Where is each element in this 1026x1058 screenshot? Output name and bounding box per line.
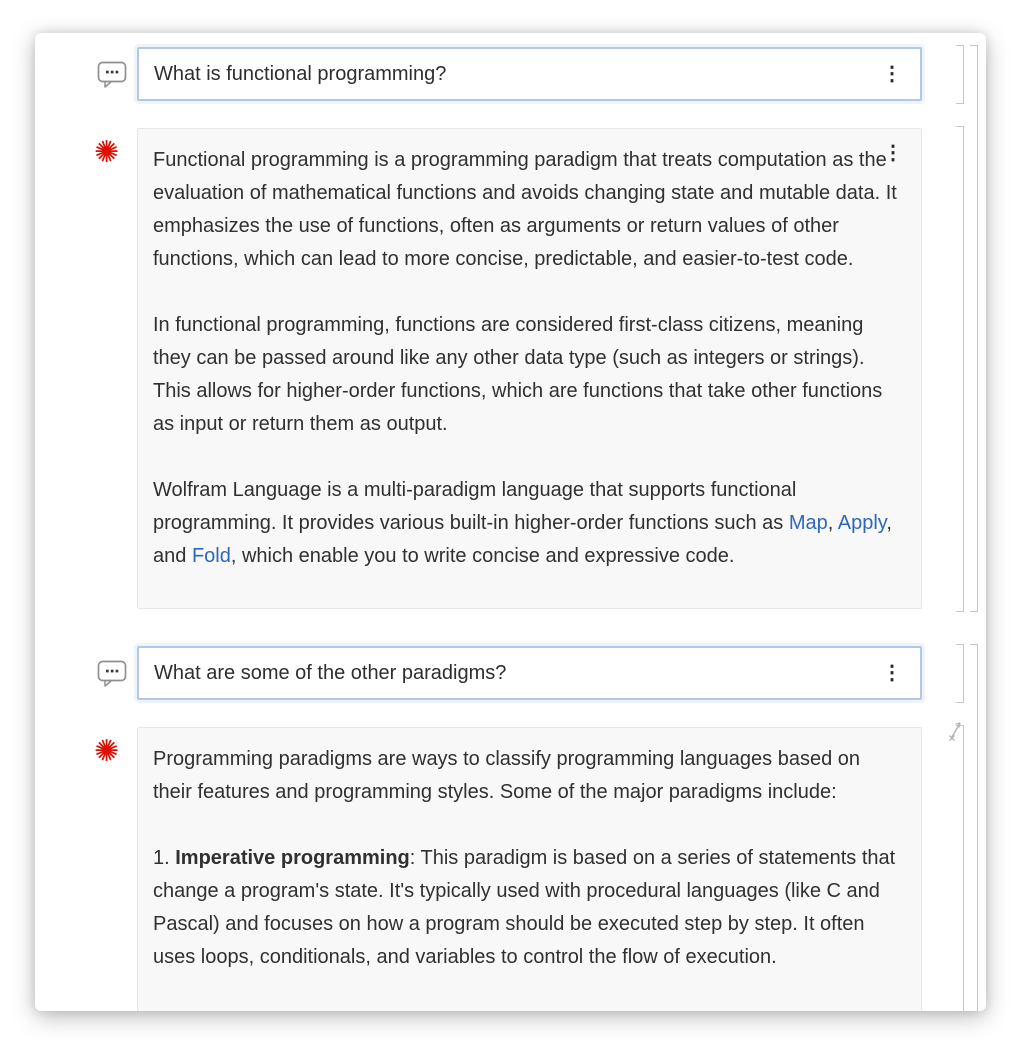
response-paragraph: In functional programming, functions are considered first-class citizens, meaning they can be passed around like any other data type (such as integers or strings). This allows for higher-order functions, which are functions that take other functions as input or return them as output. xyxy=(153,314,883,435)
chat-input-text: What are some of the other paradigms? xyxy=(154,661,507,684)
chat-input-cell[interactable] xyxy=(137,646,922,700)
cell-bracket[interactable] xyxy=(956,45,964,104)
response-paragraph: Functional programming is a programming paradigm that treats computation as the evaluation of mathematical functions and avoids changing state and mutable data. It emphasizes the use of functions, often as arguments or return values of other functions, which can lead to more concise, predictable, and easier-to-test code. xyxy=(153,149,897,270)
assistant-response-cell xyxy=(137,128,922,609)
cell-bracket[interactable] xyxy=(956,126,964,612)
chat-bubble-icon[interactable] xyxy=(97,61,128,93)
chat-bubble-icon[interactable] xyxy=(97,660,128,692)
response-paragraph: Programming paradigms are ways to classify programming languages based on their features and programming styles. Some of the major paradigms include: xyxy=(153,748,861,803)
bold-term: Imperative programming xyxy=(175,847,410,869)
response-paragraph: 1. Imperative programming: This paradigm is based on a series of statements that change a program's state. It's typically used with procedural languages (like C and Pascal) and focuses on how a program should be executed step by step. It often uses loops, conditionals, and variables to control the flow of execution. xyxy=(153,847,896,968)
cell-group-bracket[interactable] xyxy=(970,644,978,1011)
cell-options-kebab-icon[interactable]: ⋮ xyxy=(882,63,902,85)
chat-input-cell[interactable] xyxy=(137,47,922,101)
cell-bracket[interactable] xyxy=(956,725,964,1011)
link-apply[interactable]: Apply xyxy=(837,512,887,534)
chat-input-text: What is functional programming? xyxy=(154,62,447,85)
assistant-response-cell xyxy=(137,727,922,1011)
cell-options-kebab-icon[interactable]: ⋮ xyxy=(883,142,903,164)
link-fold[interactable]: Fold xyxy=(191,545,231,567)
cell-group-bracket[interactable] xyxy=(970,45,978,612)
notebook-window xyxy=(35,33,986,1011)
link-map[interactable]: Map xyxy=(788,512,828,534)
wolfram-spikey-icon: ✺ xyxy=(94,734,120,769)
cell-options-kebab-icon[interactable]: ⋮ xyxy=(882,662,902,684)
wolfram-spikey-icon: ✺ xyxy=(94,135,120,170)
resize-cursor-icon xyxy=(947,721,963,750)
response-paragraph: Wolfram Language is a multi-paradigm language that supports functional programming. It provides various built-in higher-order functions such as Map, Apply, and Fold, which enable you to write concise and expressive code. xyxy=(153,479,892,567)
cell-bracket[interactable] xyxy=(956,644,964,703)
